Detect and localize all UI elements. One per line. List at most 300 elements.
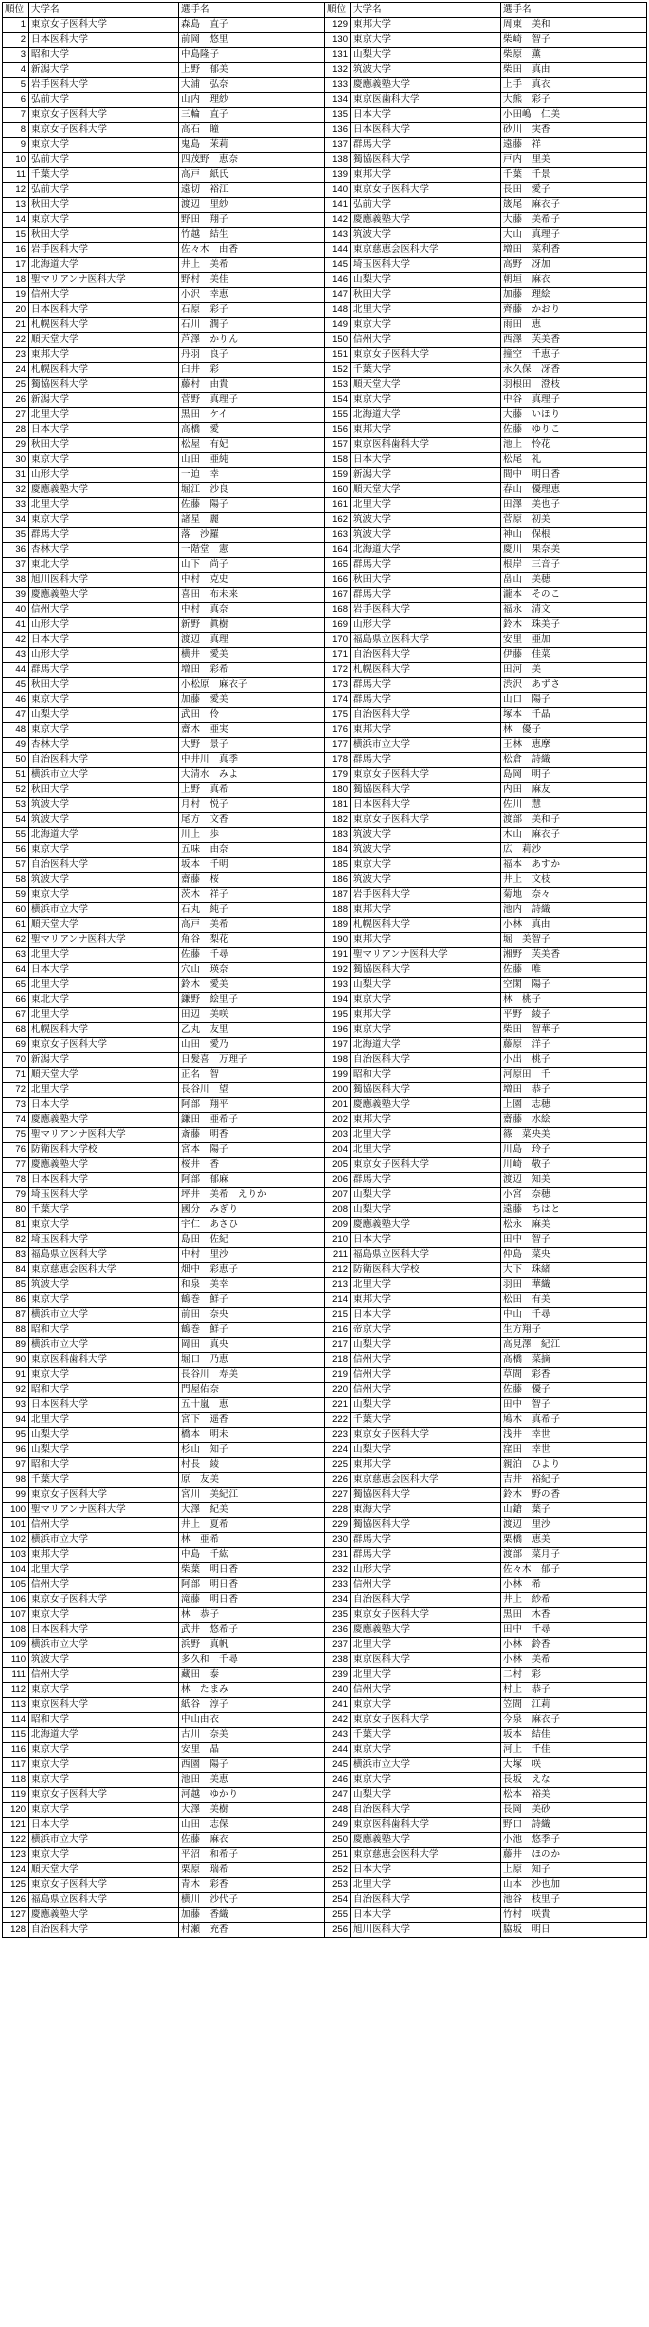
player-cell-right: 松田 有美 <box>501 1293 647 1308</box>
university-cell-right: 横浜市立大学 <box>351 738 501 753</box>
university-cell-right: 東京医科歯科大学 <box>351 438 501 453</box>
table-row <box>3 1113 647 1128</box>
university-cell-right: 自治医科大学 <box>351 1803 501 1818</box>
table-row <box>3 963 647 978</box>
rank-cell-left: 109 <box>3 1638 29 1653</box>
player-cell-left: 古川 奈美 <box>179 1728 325 1743</box>
player-cell-right: 井上 紗希 <box>501 1593 647 1608</box>
header-university-right: 大学名 <box>351 3 501 18</box>
table-row <box>3 1863 647 1878</box>
player-cell-left: 柴葉 明日香 <box>179 1563 325 1578</box>
player-cell-right: 木山 麻衣子 <box>501 828 647 843</box>
player-cell-left: 紙谷 淳子 <box>179 1698 325 1713</box>
table-row <box>3 1518 647 1533</box>
table-row <box>3 1248 647 1263</box>
rank-cell-right: 193 <box>325 978 351 993</box>
player-cell-left: 石原 彩子 <box>179 303 325 318</box>
university-cell-left: 札幌医科大学 <box>29 1023 179 1038</box>
player-cell-right: 篠 菜央美 <box>501 1128 647 1143</box>
rank-cell-left: 64 <box>3 963 29 978</box>
table-row <box>3 1758 647 1773</box>
rank-cell-right: 225 <box>325 1458 351 1473</box>
university-cell-right: 千葉大学 <box>351 1413 501 1428</box>
rank-cell-left: 113 <box>3 1698 29 1713</box>
university-cell-right: 山梨大学 <box>351 1398 501 1413</box>
university-cell-left: 北里大学 <box>29 1563 179 1578</box>
university-cell-left: 聖マリアンナ医科大学 <box>29 1503 179 1518</box>
university-cell-left: 自治医科大学 <box>29 858 179 873</box>
player-cell-left: 大野 景子 <box>179 738 325 753</box>
rank-cell-right: 219 <box>325 1368 351 1383</box>
rank-cell-right: 153 <box>325 378 351 393</box>
rank-cell-left: 95 <box>3 1428 29 1443</box>
table-row <box>3 618 647 633</box>
university-cell-left: 筑波大学 <box>29 813 179 828</box>
rank-cell-right: 139 <box>325 168 351 183</box>
university-cell-left: 昭和大学 <box>29 48 179 63</box>
player-cell-left: 村長 綾 <box>179 1458 325 1473</box>
table-row <box>3 1803 647 1818</box>
rank-cell-left: 115 <box>3 1728 29 1743</box>
university-cell-left: 東京女子医科大学 <box>29 123 179 138</box>
rank-cell-left: 121 <box>3 1818 29 1833</box>
university-cell-left: 埼玉医科大学 <box>29 1233 179 1248</box>
rank-cell-right: 144 <box>325 243 351 258</box>
university-cell-right: 北里大学 <box>351 1638 501 1653</box>
player-cell-right: 慶川 果奈美 <box>501 543 647 558</box>
rank-cell-left: 126 <box>3 1893 29 1908</box>
rank-cell-right: 220 <box>325 1383 351 1398</box>
university-cell-left: 慶應義塾大学 <box>29 1908 179 1923</box>
table-row <box>3 1053 647 1068</box>
university-cell-left: 埼玉医科大学 <box>29 1188 179 1203</box>
rank-cell-left: 84 <box>3 1263 29 1278</box>
player-cell-right: 小林 希 <box>501 1578 647 1593</box>
player-cell-left: 宮下 遥香 <box>179 1413 325 1428</box>
rank-cell-left: 83 <box>3 1248 29 1263</box>
player-cell-right: 中山 千尋 <box>501 1308 647 1323</box>
university-cell-right: 東邦大学 <box>351 1458 501 1473</box>
university-cell-right: 獨協医科大学 <box>351 783 501 798</box>
university-cell-left: 筑波大学 <box>29 798 179 813</box>
player-cell-left: 鶴巻 鮮子 <box>179 1293 325 1308</box>
player-cell-left: 多久和 千尋 <box>179 1653 325 1668</box>
player-cell-left: 正名 智 <box>179 1068 325 1083</box>
player-cell-right: 筬尾 麻衣子 <box>501 198 647 213</box>
rank-cell-right: 207 <box>325 1188 351 1203</box>
rank-cell-right: 213 <box>325 1278 351 1293</box>
player-cell-right: 安里 亜加 <box>501 633 647 648</box>
university-cell-right: 秋田大学 <box>351 288 501 303</box>
player-cell-left: 中村 里沙 <box>179 1248 325 1263</box>
university-cell-right: 東京女子医科大学 <box>351 183 501 198</box>
university-cell-left: 聖マリアンナ医科大学 <box>29 273 179 288</box>
rank-cell-left: 4 <box>3 63 29 78</box>
rank-cell-left: 128 <box>3 1923 29 1938</box>
table-row <box>3 738 647 753</box>
university-cell-left: 山形大学 <box>29 468 179 483</box>
table-row <box>3 1623 647 1638</box>
university-cell-left: 北海道大学 <box>29 1728 179 1743</box>
player-cell-right: 林 優子 <box>501 723 647 738</box>
player-cell-left: 落 沙羅 <box>179 528 325 543</box>
rank-cell-left: 68 <box>3 1023 29 1038</box>
table-row <box>3 1263 647 1278</box>
player-cell-left: 高戸 美希 <box>179 918 325 933</box>
university-cell-right: 北里大学 <box>351 303 501 318</box>
rank-cell-right: 137 <box>325 138 351 153</box>
rank-cell-left: 76 <box>3 1143 29 1158</box>
rank-cell-left: 92 <box>3 1383 29 1398</box>
rank-cell-left: 15 <box>3 228 29 243</box>
player-cell-left: 田辺 美咲 <box>179 1008 325 1023</box>
university-cell-right: 信州大学 <box>351 1353 501 1368</box>
table-row <box>3 1923 647 1938</box>
university-cell-right: 信州大学 <box>351 333 501 348</box>
table-row <box>3 933 647 948</box>
table-row <box>3 633 647 648</box>
rank-cell-right: 155 <box>325 408 351 423</box>
player-cell-left: 加藤 愛美 <box>179 693 325 708</box>
player-cell-right: 浅井 幸世 <box>501 1428 647 1443</box>
player-cell-right: 長岡 美砂 <box>501 1803 647 1818</box>
university-cell-left: 横浜市立大学 <box>29 1308 179 1323</box>
university-cell-left: 新潟大学 <box>29 1053 179 1068</box>
rank-cell-right: 148 <box>325 303 351 318</box>
university-cell-left: 慶應義塾大学 <box>29 588 179 603</box>
university-cell-right: 東京大学 <box>351 1773 501 1788</box>
player-cell-right: 脇坂 明日 <box>501 1923 647 1938</box>
player-cell-right: 広 莉沙 <box>501 843 647 858</box>
rank-cell-right: 233 <box>325 1578 351 1593</box>
rank-cell-left: 90 <box>3 1353 29 1368</box>
player-cell-left: 丹羽 良子 <box>179 348 325 363</box>
rank-cell-right: 192 <box>325 963 351 978</box>
university-cell-right: 防衛医科大学校 <box>351 1263 501 1278</box>
rank-cell-left: 35 <box>3 528 29 543</box>
rank-cell-left: 18 <box>3 273 29 288</box>
player-cell-right: 山鎗 葉子 <box>501 1503 647 1518</box>
player-cell-left: 橋本 明未 <box>179 1428 325 1443</box>
player-cell-right: 藤原 洋子 <box>501 1038 647 1053</box>
table-row <box>3 48 647 63</box>
table-row <box>3 18 647 33</box>
university-cell-left: 順天堂大学 <box>29 1068 179 1083</box>
table-row <box>3 753 647 768</box>
rank-cell-right: 181 <box>325 798 351 813</box>
university-cell-right: 東京大学 <box>351 318 501 333</box>
rank-cell-right: 255 <box>325 1908 351 1923</box>
player-cell-left: 佐藤 麻衣 <box>179 1833 325 1848</box>
rank-cell-right: 250 <box>325 1833 351 1848</box>
rank-cell-left: 56 <box>3 843 29 858</box>
table-row <box>3 78 647 93</box>
player-cell-right: 畠山 美穂 <box>501 573 647 588</box>
table-row <box>3 363 647 378</box>
university-cell-right: 群馬大学 <box>351 693 501 708</box>
player-cell-left: 一階堂 憲 <box>179 543 325 558</box>
player-cell-left: 山下 尚子 <box>179 558 325 573</box>
rank-cell-left: 10 <box>3 153 29 168</box>
player-cell-left: 高橋 愛 <box>179 423 325 438</box>
player-cell-right: 田中 智子 <box>501 1398 647 1413</box>
player-cell-right: 小林 美希 <box>501 1653 647 1668</box>
player-cell-left: 高戸 紙氏 <box>179 168 325 183</box>
player-cell-right: 田澤 美也子 <box>501 498 647 513</box>
player-cell-right: 長坂 えな <box>501 1773 647 1788</box>
rank-cell-left: 42 <box>3 633 29 648</box>
player-cell-right: 松倉 詩織 <box>501 753 647 768</box>
player-cell-right: 大下 珠緒 <box>501 1263 647 1278</box>
player-cell-right: 佐藤 唯 <box>501 963 647 978</box>
university-cell-left: 新潟大学 <box>29 63 179 78</box>
table-row <box>3 1503 647 1518</box>
rank-cell-left: 69 <box>3 1038 29 1053</box>
player-cell-left: 井上 夏希 <box>179 1518 325 1533</box>
university-cell-right: 群馬大学 <box>351 588 501 603</box>
university-cell-left: 東邦大学 <box>29 1548 179 1563</box>
rank-cell-left: 16 <box>3 243 29 258</box>
table-row <box>3 1383 647 1398</box>
table-row <box>3 723 647 738</box>
player-cell-left: 臼井 彩 <box>179 363 325 378</box>
rank-cell-left: 97 <box>3 1458 29 1473</box>
university-cell-right: 筑波大学 <box>351 828 501 843</box>
player-cell-right: 齋藤 水絵 <box>501 1113 647 1128</box>
rank-cell-right: 147 <box>325 288 351 303</box>
player-cell-right: 朝垣 麻衣 <box>501 273 647 288</box>
university-cell-right: 山梨大学 <box>351 1788 501 1803</box>
rank-cell-right: 252 <box>325 1863 351 1878</box>
university-cell-left: 日本大学 <box>29 423 179 438</box>
rank-cell-right: 175 <box>325 708 351 723</box>
rank-cell-right: 205 <box>325 1158 351 1173</box>
university-cell-left: 東北大学 <box>29 993 179 1008</box>
rank-cell-right: 158 <box>325 453 351 468</box>
player-cell-left: 武井 悠希子 <box>179 1623 325 1638</box>
university-cell-left: 北里大学 <box>29 978 179 993</box>
rank-cell-left: 14 <box>3 213 29 228</box>
player-cell-right: 増田 菜利香 <box>501 243 647 258</box>
table-row <box>3 1428 647 1443</box>
rank-cell-right: 203 <box>325 1128 351 1143</box>
university-cell-left: 山形大学 <box>29 618 179 633</box>
university-cell-left: 信州大学 <box>29 1578 179 1593</box>
table-row <box>3 198 647 213</box>
table-row <box>3 798 647 813</box>
university-cell-left: 横浜市立大学 <box>29 768 179 783</box>
university-cell-left: 福島県立医科大学 <box>29 1893 179 1908</box>
player-cell-right: 柴田 智華子 <box>501 1023 647 1038</box>
university-cell-right: 慶應義塾大学 <box>351 1098 501 1113</box>
university-cell-right: 山梨大学 <box>351 1338 501 1353</box>
table-row <box>3 558 647 573</box>
table-row <box>3 1398 647 1413</box>
university-cell-right: 東京大学 <box>351 1023 501 1038</box>
rank-cell-right: 149 <box>325 318 351 333</box>
rank-cell-left: 73 <box>3 1098 29 1113</box>
rank-cell-left: 60 <box>3 903 29 918</box>
player-cell-left: 安里 晶 <box>179 1743 325 1758</box>
player-cell-right: 大藤 いほり <box>501 408 647 423</box>
player-cell-left: 四茂野 恵奈 <box>179 153 325 168</box>
player-cell-left: 川上 歩 <box>179 828 325 843</box>
university-cell-left: 千葉大学 <box>29 168 179 183</box>
player-cell-left: 大澤 美樹 <box>179 1803 325 1818</box>
rank-cell-right: 143 <box>325 228 351 243</box>
player-cell-left: 青木 彩香 <box>179 1878 325 1893</box>
university-cell-left: 北里大学 <box>29 1413 179 1428</box>
player-cell-right: 菅原 初美 <box>501 513 647 528</box>
player-cell-left: 月村 悦子 <box>179 798 325 813</box>
table-row <box>3 1338 647 1353</box>
rank-cell-left: 54 <box>3 813 29 828</box>
university-cell-right: 東京女子医科大学 <box>351 1428 501 1443</box>
university-cell-right: 獨協医科大学 <box>351 153 501 168</box>
table-row <box>3 708 647 723</box>
player-cell-right: 永久保 冴香 <box>501 363 647 378</box>
player-cell-left: 加藤 香織 <box>179 1908 325 1923</box>
table-row <box>3 978 647 993</box>
table-row <box>3 228 647 243</box>
player-cell-left: 鶴巻 鮮子 <box>179 1323 325 1338</box>
rank-cell-right: 246 <box>325 1773 351 1788</box>
rank-cell-right: 157 <box>325 438 351 453</box>
table-row <box>3 213 647 228</box>
university-cell-left: 北里大学 <box>29 498 179 513</box>
rank-cell-left: 28 <box>3 423 29 438</box>
rank-cell-left: 65 <box>3 978 29 993</box>
rank-cell-right: 215 <box>325 1308 351 1323</box>
player-cell-right: 齊藤 かおり <box>501 303 647 318</box>
player-cell-left: 高石 瞳 <box>179 123 325 138</box>
table-row <box>3 108 647 123</box>
table-row <box>3 1878 647 1893</box>
university-cell-right: 東邦大学 <box>351 903 501 918</box>
player-cell-right: 草間 彩香 <box>501 1368 647 1383</box>
player-cell-right: 河上 千佳 <box>501 1743 647 1758</box>
university-cell-right: 東京女子医科大学 <box>351 1608 501 1623</box>
player-cell-left: 小松原 麻衣子 <box>179 678 325 693</box>
player-cell-left: 佐藤 陽子 <box>179 498 325 513</box>
rank-cell-right: 216 <box>325 1323 351 1338</box>
player-cell-left: 齋木 亜実 <box>179 723 325 738</box>
rank-cell-right: 204 <box>325 1143 351 1158</box>
table-row <box>3 288 647 303</box>
player-cell-left: 河越 ゆかり <box>179 1788 325 1803</box>
rank-cell-left: 101 <box>3 1518 29 1533</box>
player-cell-right: 井上 文枝 <box>501 873 647 888</box>
university-cell-right: 埼玉医科大学 <box>351 258 501 273</box>
rank-cell-left: 108 <box>3 1623 29 1638</box>
header-player-left: 選手名 <box>179 3 325 18</box>
university-cell-left: 横浜市立大学 <box>29 1338 179 1353</box>
player-cell-right: 西澤 芙美香 <box>501 333 647 348</box>
player-cell-right: 鈴木 珠美子 <box>501 618 647 633</box>
rank-cell-right: 201 <box>325 1098 351 1113</box>
player-cell-left: 堀江 沙良 <box>179 483 325 498</box>
player-cell-right: 渋沢 あずさ <box>501 678 647 693</box>
player-cell-left: 中島隆子 <box>179 48 325 63</box>
table-row <box>3 408 647 423</box>
player-cell-left: 坂本 千明 <box>179 858 325 873</box>
university-cell-right: 山梨大学 <box>351 978 501 993</box>
player-cell-right: 笠間 江莉 <box>501 1698 647 1713</box>
player-cell-left: 平沼 和希子 <box>179 1848 325 1863</box>
university-cell-right: 北里大学 <box>351 1128 501 1143</box>
player-cell-right: 鈴木 野の香 <box>501 1488 647 1503</box>
rank-cell-left: 43 <box>3 648 29 663</box>
player-cell-left: 山田 亜純 <box>179 453 325 468</box>
table-row <box>3 1578 647 1593</box>
rank-cell-right: 170 <box>325 633 351 648</box>
player-cell-right: 王林 恵摩 <box>501 738 647 753</box>
university-cell-left: 群馬大学 <box>29 528 179 543</box>
player-cell-left: 宮本 陽子 <box>179 1143 325 1158</box>
table-row <box>3 1548 647 1563</box>
university-cell-right: 弘前大学 <box>351 198 501 213</box>
player-cell-left: 杉山 知子 <box>179 1443 325 1458</box>
university-cell-right: 群馬大学 <box>351 1533 501 1548</box>
table-row <box>3 1533 647 1548</box>
rank-cell-right: 240 <box>325 1683 351 1698</box>
university-cell-right: 群馬大学 <box>351 1173 501 1188</box>
player-cell-right: 増田 恭子 <box>501 1083 647 1098</box>
university-cell-left: 筑波大学 <box>29 1278 179 1293</box>
university-cell-left: 千葉大学 <box>29 1203 179 1218</box>
player-cell-right: 加藤 理絵 <box>501 288 647 303</box>
rank-cell-left: 86 <box>3 1293 29 1308</box>
rank-cell-left: 119 <box>3 1788 29 1803</box>
player-cell-left: 武田 伶 <box>179 708 325 723</box>
university-cell-right: 東邦大学 <box>351 168 501 183</box>
university-cell-right: 東邦大学 <box>351 18 501 33</box>
university-cell-left: 日本大学 <box>29 633 179 648</box>
table-row <box>3 1848 647 1863</box>
table-row <box>3 183 647 198</box>
rank-cell-right: 209 <box>325 1218 351 1233</box>
rank-cell-left: 107 <box>3 1608 29 1623</box>
rank-cell-left: 45 <box>3 678 29 693</box>
university-cell-left: 日本医科大学 <box>29 1173 179 1188</box>
university-cell-right: 筑波大学 <box>351 228 501 243</box>
rank-cell-right: 231 <box>325 1548 351 1563</box>
rank-cell-right: 206 <box>325 1173 351 1188</box>
university-cell-left: 東京大学 <box>29 1803 179 1818</box>
table-row <box>3 123 647 138</box>
player-cell-left: 増田 彩希 <box>179 663 325 678</box>
university-cell-right: 獨協医科大学 <box>351 963 501 978</box>
player-cell-left: 滝藤 明日香 <box>179 1593 325 1608</box>
rank-cell-right: 247 <box>325 1788 351 1803</box>
rank-cell-right: 230 <box>325 1533 351 1548</box>
rank-cell-right: 222 <box>325 1413 351 1428</box>
university-cell-left: 東邦大学 <box>29 348 179 363</box>
header-university-left: 大学名 <box>29 3 179 18</box>
university-cell-right: 自治医科大学 <box>351 1593 501 1608</box>
university-cell-right: 日本大学 <box>351 453 501 468</box>
rank-cell-right: 210 <box>325 1233 351 1248</box>
player-cell-left: 岡田 真央 <box>179 1338 325 1353</box>
rank-cell-right: 254 <box>325 1893 351 1908</box>
table-row <box>3 1098 647 1113</box>
rank-cell-left: 33 <box>3 498 29 513</box>
player-cell-right: 小林 鈴香 <box>501 1638 647 1653</box>
table-row <box>3 1143 647 1158</box>
university-cell-right: 北里大学 <box>351 498 501 513</box>
university-cell-right: 札幌医科大学 <box>351 663 501 678</box>
table-row <box>3 1743 647 1758</box>
